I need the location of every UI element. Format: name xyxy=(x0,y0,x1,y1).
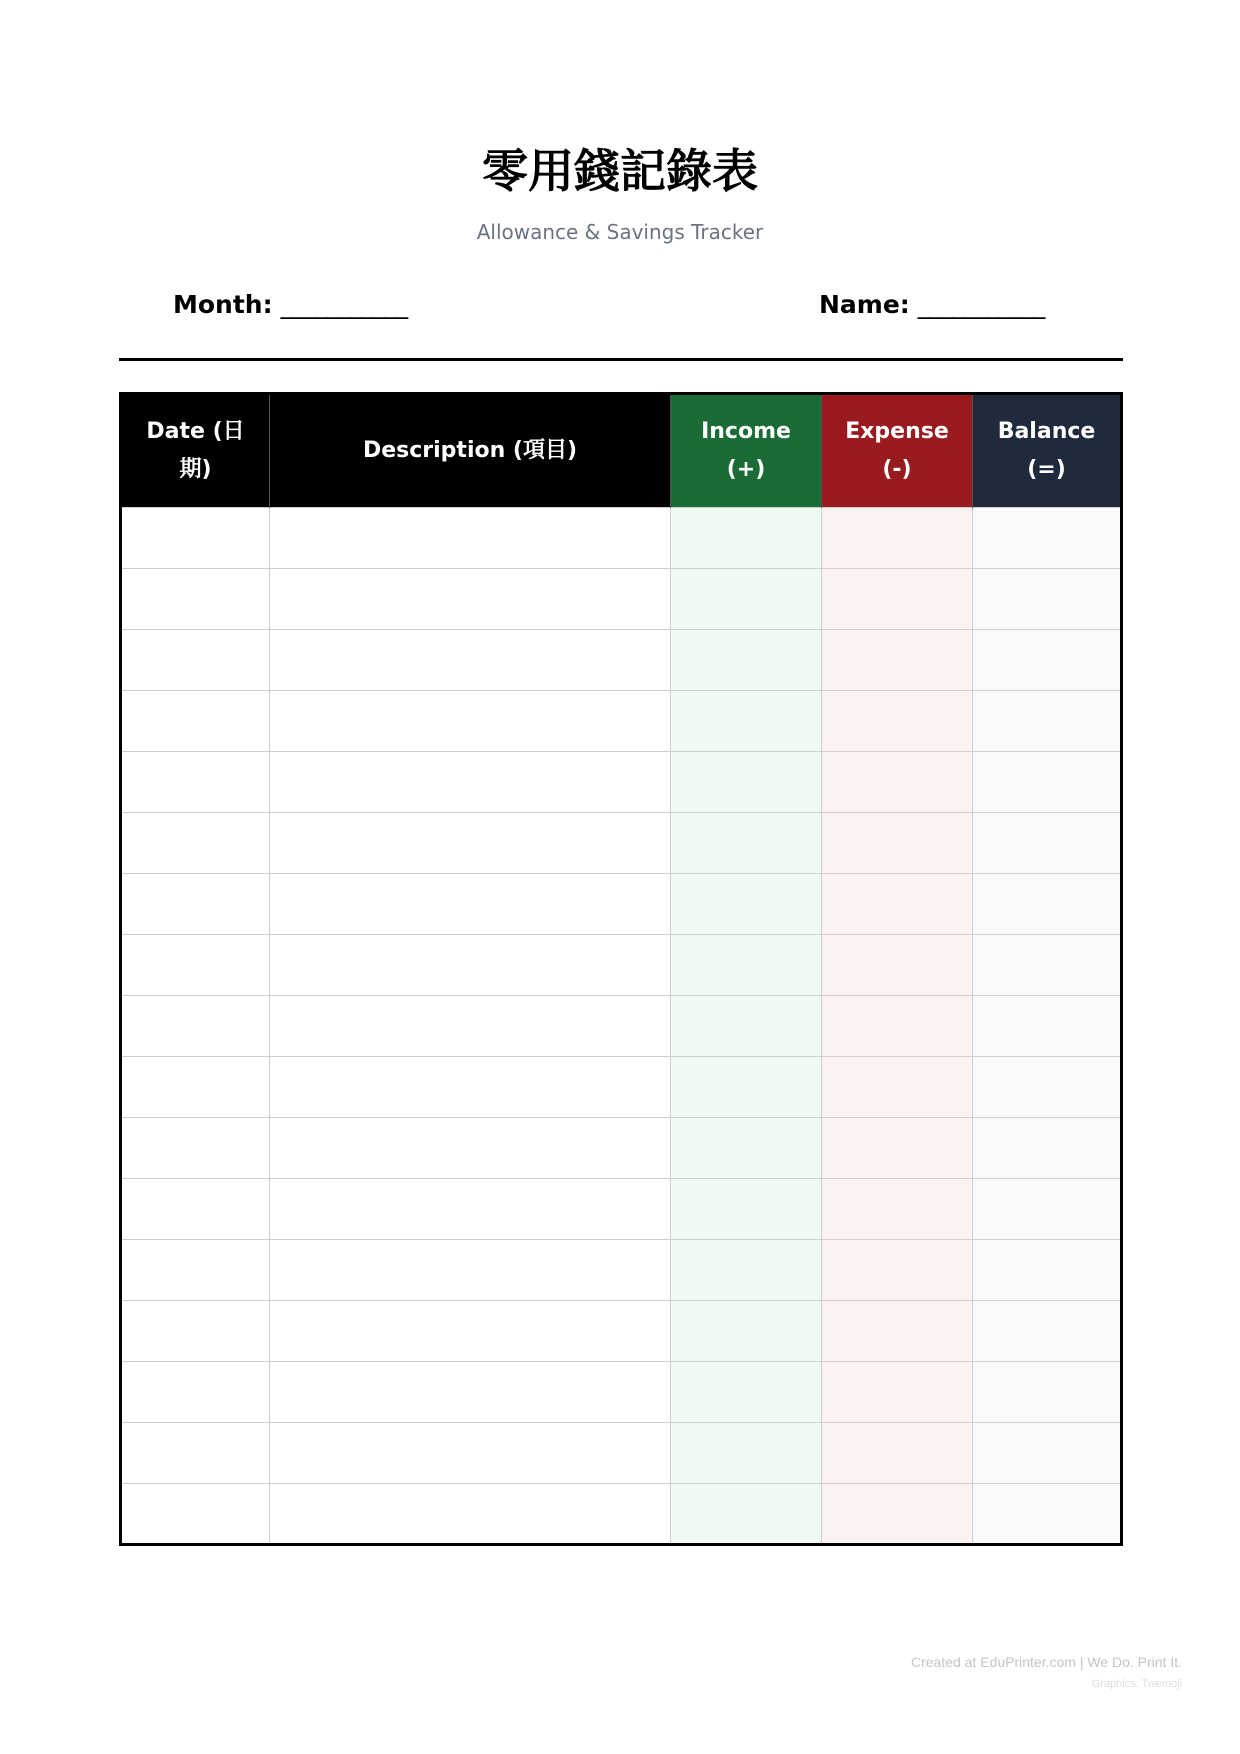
page-title: 零用錢記錄表 xyxy=(482,144,758,198)
table-header-row xyxy=(121,394,1122,508)
date-cell[interactable] xyxy=(121,1301,270,1362)
expense-cell[interactable] xyxy=(822,630,973,691)
tracker-table xyxy=(119,392,1123,1546)
date-cell[interactable] xyxy=(121,1362,270,1423)
column-header-income xyxy=(671,394,822,508)
date-cell[interactable] xyxy=(121,813,270,874)
description-cell[interactable] xyxy=(270,874,671,935)
expense-cell[interactable] xyxy=(822,1484,973,1545)
column-header-description xyxy=(270,394,671,508)
date-cell[interactable] xyxy=(121,935,270,996)
description-cell[interactable] xyxy=(270,508,671,569)
table-row xyxy=(121,1057,1122,1118)
income-cell[interactable] xyxy=(671,935,822,996)
income-cell[interactable] xyxy=(671,1423,822,1484)
description-cell[interactable] xyxy=(270,1484,671,1545)
month-field xyxy=(173,287,407,323)
column-header-date xyxy=(121,394,270,508)
expense-cell[interactable] xyxy=(822,569,973,630)
description-cell[interactable] xyxy=(270,752,671,813)
description-cell[interactable] xyxy=(270,1118,671,1179)
balance-cell[interactable] xyxy=(973,1423,1122,1484)
date-cell[interactable] xyxy=(121,1179,270,1240)
expense-cell[interactable] xyxy=(822,1118,973,1179)
expense-cell[interactable] xyxy=(822,1240,973,1301)
balance-cell[interactable] xyxy=(973,508,1122,569)
table-row xyxy=(121,630,1122,691)
table-row xyxy=(121,1301,1122,1362)
balance-cell[interactable] xyxy=(973,1118,1122,1179)
table-row xyxy=(121,996,1122,1057)
name-field xyxy=(819,287,1044,323)
expense-cell[interactable] xyxy=(822,1301,973,1362)
expense-cell[interactable] xyxy=(822,1362,973,1423)
date-cell[interactable] xyxy=(121,874,270,935)
table-row xyxy=(121,1484,1122,1545)
expense-cell[interactable] xyxy=(822,874,973,935)
description-cell[interactable] xyxy=(270,630,671,691)
income-cell[interactable] xyxy=(671,508,822,569)
balance-cell[interactable] xyxy=(973,1301,1122,1362)
description-cell[interactable] xyxy=(270,1179,671,1240)
table-row xyxy=(121,1362,1122,1423)
table-row xyxy=(121,1423,1122,1484)
date-cell[interactable] xyxy=(121,996,270,1057)
balance-cell[interactable] xyxy=(973,1179,1122,1240)
description-cell[interactable] xyxy=(270,935,671,996)
income-cell[interactable] xyxy=(671,569,822,630)
header-divider xyxy=(119,358,1123,361)
footer-graphics-credit: Graphics: Twemoji xyxy=(1091,1678,1182,1690)
income-cell[interactable] xyxy=(671,691,822,752)
date-cell[interactable] xyxy=(121,752,270,813)
footer-created-text: Created at EduPrinter.com | We Do. Print It. xyxy=(910,1654,1182,1670)
balance-cell[interactable] xyxy=(973,874,1122,935)
table-row xyxy=(121,1179,1122,1240)
column-header-balance xyxy=(973,394,1122,508)
description-cell[interactable] xyxy=(270,1362,671,1423)
date-cell[interactable] xyxy=(121,1484,270,1545)
description-cell[interactable] xyxy=(270,1423,671,1484)
column-header-description-label: Description (項目) xyxy=(362,438,578,463)
table-row xyxy=(121,813,1122,874)
date-cell[interactable] xyxy=(121,1118,270,1179)
income-cell[interactable] xyxy=(671,1240,822,1301)
income-cell[interactable] xyxy=(671,630,822,691)
balance-cell[interactable] xyxy=(973,752,1122,813)
table-row xyxy=(121,874,1122,935)
table-row xyxy=(121,935,1122,996)
date-cell[interactable] xyxy=(121,1240,270,1301)
balance-cell[interactable] xyxy=(973,630,1122,691)
date-cell[interactable] xyxy=(121,569,270,630)
table-row xyxy=(121,752,1122,813)
table-row xyxy=(121,569,1122,630)
description-cell[interactable] xyxy=(270,996,671,1057)
income-cell[interactable] xyxy=(671,1362,822,1423)
column-header-income-line2: (+) xyxy=(726,457,766,482)
month-blank-line: ___________ xyxy=(280,290,408,319)
column-header-expense-line2: (-) xyxy=(882,457,912,482)
expense-cell[interactable] xyxy=(822,1423,973,1484)
date-cell[interactable] xyxy=(121,1057,270,1118)
page-subtitle: Allowance & Savings Tracker xyxy=(476,220,764,244)
balance-cell[interactable] xyxy=(973,1484,1122,1545)
expense-cell[interactable] xyxy=(822,752,973,813)
balance-cell[interactable] xyxy=(973,996,1122,1057)
income-cell[interactable] xyxy=(671,1118,822,1179)
column-header-expense xyxy=(822,394,973,508)
income-cell[interactable] xyxy=(671,813,822,874)
income-cell[interactable] xyxy=(671,752,822,813)
column-header-income-line1: Income xyxy=(701,419,791,444)
name-blank-line: ___________ xyxy=(917,290,1045,319)
expense-cell[interactable] xyxy=(822,508,973,569)
expense-cell[interactable] xyxy=(822,1057,973,1118)
column-header-expense-line1: Expense xyxy=(845,419,949,444)
table-row xyxy=(121,1240,1122,1301)
column-header-date-line2: 期) xyxy=(179,457,212,482)
income-cell[interactable] xyxy=(671,1179,822,1240)
table-row xyxy=(121,508,1122,569)
description-cell[interactable] xyxy=(270,691,671,752)
table-row xyxy=(121,1118,1122,1179)
balance-cell[interactable] xyxy=(973,935,1122,996)
expense-cell[interactable] xyxy=(822,813,973,874)
table-row xyxy=(121,691,1122,752)
balance-cell[interactable] xyxy=(973,1362,1122,1423)
income-cell[interactable] xyxy=(671,1301,822,1362)
income-cell[interactable] xyxy=(671,1057,822,1118)
expense-cell[interactable] xyxy=(822,1179,973,1240)
description-cell[interactable] xyxy=(270,569,671,630)
income-cell[interactable] xyxy=(671,874,822,935)
description-cell[interactable] xyxy=(270,813,671,874)
expense-cell[interactable] xyxy=(822,935,973,996)
column-header-balance-line1: Balance xyxy=(997,419,1096,444)
date-cell[interactable] xyxy=(121,1423,270,1484)
description-cell[interactable] xyxy=(270,1301,671,1362)
month-label: Month: xyxy=(173,290,273,319)
name-label: Name: xyxy=(819,290,910,319)
description-cell[interactable] xyxy=(270,1057,671,1118)
balance-cell[interactable] xyxy=(973,813,1122,874)
date-cell[interactable] xyxy=(121,691,270,752)
date-cell[interactable] xyxy=(121,508,270,569)
date-cell[interactable] xyxy=(121,630,270,691)
table-body xyxy=(121,508,1122,1545)
balance-cell[interactable] xyxy=(973,1057,1122,1118)
balance-cell[interactable] xyxy=(973,569,1122,630)
balance-cell[interactable] xyxy=(973,691,1122,752)
column-header-balance-line2: (=) xyxy=(1027,457,1066,482)
balance-cell[interactable] xyxy=(973,1240,1122,1301)
column-header-date-line1: Date (日 xyxy=(146,419,245,444)
income-cell[interactable] xyxy=(671,996,822,1057)
description-cell[interactable] xyxy=(270,1240,671,1301)
income-cell[interactable] xyxy=(671,1484,822,1545)
expense-cell[interactable] xyxy=(822,996,973,1057)
expense-cell[interactable] xyxy=(822,691,973,752)
